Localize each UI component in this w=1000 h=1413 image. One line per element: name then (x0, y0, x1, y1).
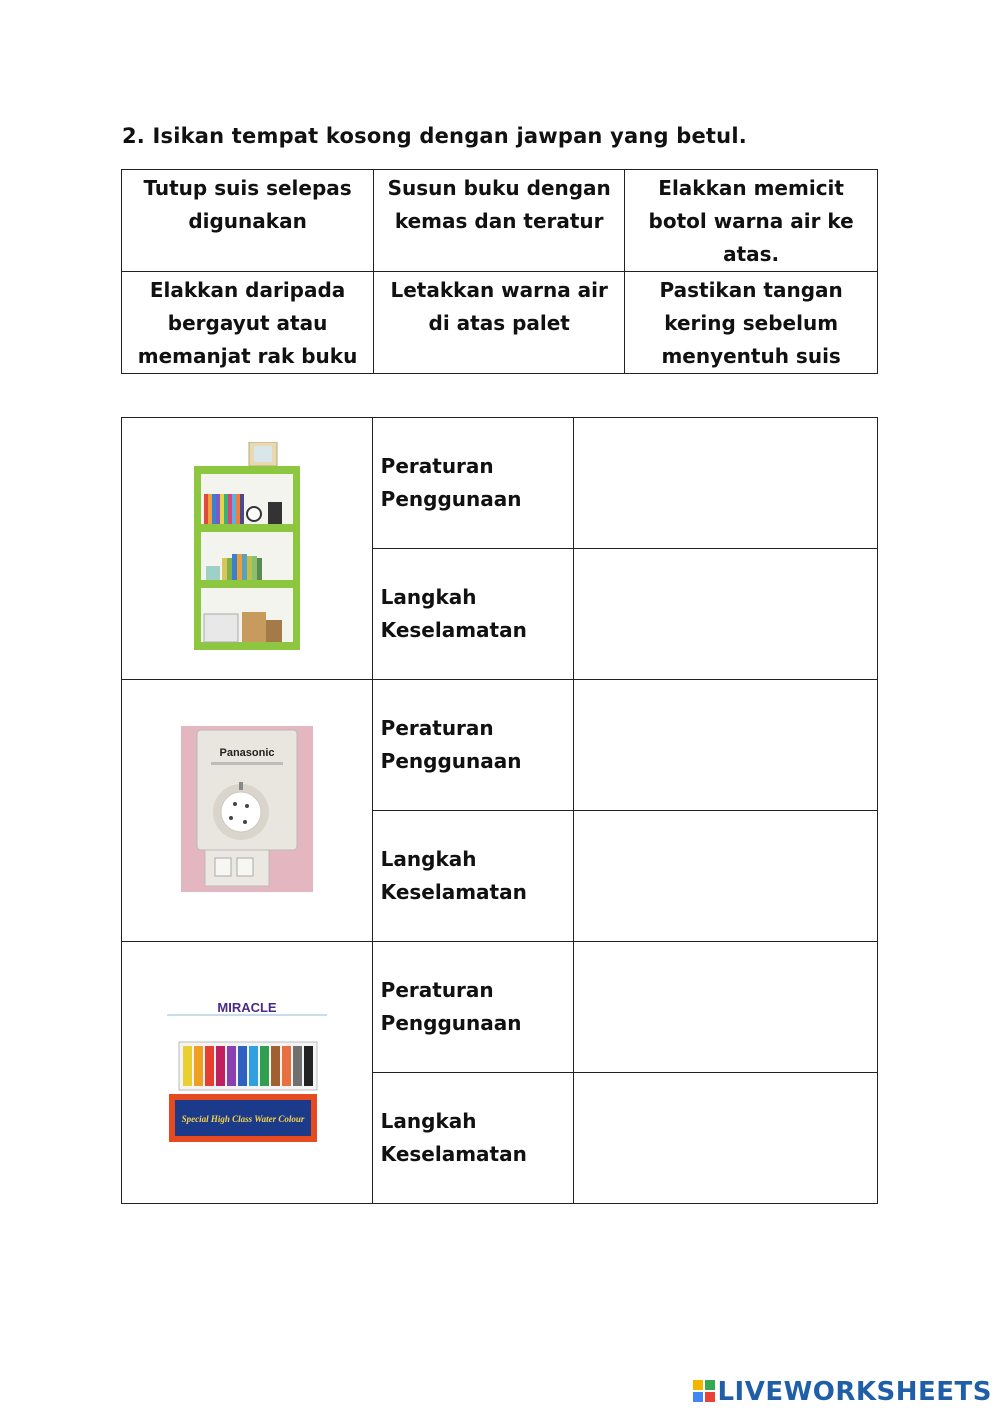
rule-label: Peraturan Penggunaan (372, 942, 573, 1073)
rule-label: Peraturan Penggunaan (372, 680, 573, 811)
switch-brand-text: Panasonic (219, 746, 275, 759)
liveworksheets-logo-icon (693, 1380, 715, 1402)
watercolour-image-cell (122, 942, 373, 1204)
bookshelf-image (192, 442, 302, 652)
answer-drop-cell[interactable] (573, 418, 877, 549)
answer-drop-cell[interactable] (573, 549, 877, 680)
paint-brand-text: MIRACLE (217, 999, 277, 1015)
answer-option[interactable]: Pastikan tangan kering sebelum menyentuh suis (625, 272, 878, 374)
safety-label: Langkah Keselamatan (372, 1073, 573, 1204)
answer-option[interactable]: Letakkan warna air di atas palet (374, 272, 625, 374)
answer-options-row (122, 272, 878, 374)
switch-image (181, 726, 313, 892)
worksheet-table (121, 417, 878, 1204)
answer-drop-cell[interactable] (573, 942, 877, 1073)
bookshelf-image-cell (122, 418, 373, 680)
answer-option[interactable]: Elakkan daripada bergayut atau memanjat rak buku (122, 272, 374, 374)
table-row (122, 418, 878, 549)
table-row (122, 680, 878, 811)
safety-label: Langkah Keselamatan (372, 549, 573, 680)
answer-drop-cell[interactable] (573, 680, 877, 811)
table-row (122, 942, 878, 1073)
answer-drop-cell[interactable] (573, 811, 877, 942)
paint-box-text: Special High Class Water Colour (181, 1113, 305, 1124)
answer-option[interactable]: Susun buku dengan kemas dan teratur (374, 170, 625, 272)
rule-label: Peraturan Penggunaan (372, 418, 573, 549)
liveworksheets-logo[interactable] (693, 1377, 992, 1407)
liveworksheets-logo-text: LIVEWORKSHEETS (717, 1377, 992, 1407)
answer-options-row (122, 170, 878, 272)
answer-options-table (121, 169, 878, 374)
answer-option[interactable]: Elakkan memicit botol warna air ke atas. (625, 170, 878, 272)
switch-image-cell (122, 680, 373, 942)
answer-option[interactable]: Tutup suis selepas digunakan (122, 170, 374, 272)
safety-label: Langkah Keselamatan (372, 811, 573, 942)
answer-drop-cell[interactable] (573, 1073, 877, 1204)
watercolour-image (167, 996, 327, 1146)
question-title: 2. Isikan tempat kosong dengan jawpan yang betul. (122, 124, 747, 148)
